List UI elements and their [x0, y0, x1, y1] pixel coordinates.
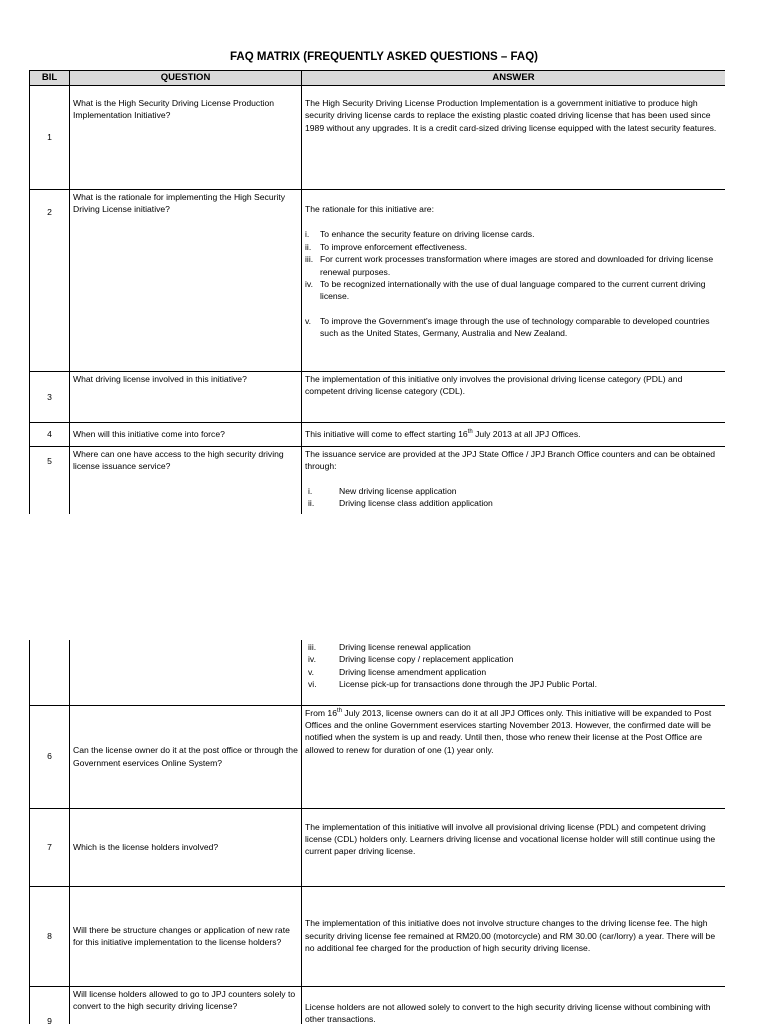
answer-text: The implementation of this initiative will involve all provisional driving license (PDL) and competent driving license (CDL) holders only. Learners driving license and vocational license holder will still continue using the current paper driving license.: [302, 808, 726, 886]
list-text: Driving license amendment application: [339, 666, 487, 677]
table-row: [30, 808, 726, 886]
list-text: For current work processes transformation where images are stored and downloaded for driving license renewal purposes.: [320, 254, 714, 277]
list-text: Driving license copy / replacement application: [339, 654, 514, 665]
list-text: New driving license application: [339, 485, 457, 496]
table-row: [30, 886, 726, 986]
faq-table-page-1: [29, 70, 725, 514]
service-list: [305, 485, 722, 510]
question-text: Will license holders allowed to go to JPJ counters solely to convert to the high security driving license?: [70, 986, 302, 1024]
row-number: 2: [30, 190, 70, 372]
list-number: i.: [308, 485, 313, 496]
list-text: Driving license renewal application: [339, 642, 471, 652]
list-item: [305, 485, 722, 497]
list-item: [305, 315, 722, 340]
question-text: When will this initiative come into force?: [70, 423, 302, 447]
table-row: [30, 986, 726, 1024]
table-row: [30, 640, 726, 705]
answer-text-start: From 16: [305, 707, 337, 718]
list-item: [305, 641, 722, 653]
question-text: What is the High Security Driving License Production Implementation Initiative?: [70, 86, 302, 190]
list-text: To improve the Government's image through the use of technology comparable to developed countries such as the United States, Germany, Australia and New Zealand.: [320, 315, 710, 339]
table-row: [30, 705, 726, 808]
question-text: Will there be structure changes or application of new rate for this initiative implementation to the license holders?: [70, 886, 302, 986]
answer-cell: [302, 423, 726, 447]
rationale-list: [305, 228, 722, 339]
answer-intro: The rationale for this initiative are:: [305, 204, 434, 214]
list-number: iv.: [305, 279, 313, 290]
list-item: [305, 653, 722, 665]
list-text: To improve enforcement effectiveness.: [320, 241, 467, 252]
answer-text: The High Security Driving License Production Implementation is a government initiative to produce high security driving license cards to replace the existing plastic coated driving license that has been used since 1989 without any upgrades. It is a credit card-sized driving license equipped with the latest security features.: [302, 86, 726, 190]
list-item: [305, 278, 722, 303]
answer-cell: [302, 190, 726, 372]
question-text: What is the rationale for implementing the High Security Driving License initiative?: [70, 190, 302, 372]
row-number: 1: [30, 86, 70, 190]
list-number: iii.: [308, 642, 317, 652]
list-number: v.: [308, 666, 315, 677]
table-header-row: [30, 71, 726, 86]
faq-table-page-2: [29, 640, 725, 1024]
row-number: 8: [30, 886, 70, 986]
answer-cell: [302, 447, 726, 515]
question-text: Where can one have access to the high security driving license issuance service?: [70, 447, 302, 515]
table-row: [30, 190, 726, 372]
list-number: ii.: [308, 498, 315, 509]
row-number: 3: [30, 372, 70, 423]
list-item: [305, 678, 722, 690]
ordinal-suffix: th: [337, 707, 343, 714]
question-text: What driving license involved in this initiative?: [70, 372, 302, 423]
table-row: [30, 423, 726, 447]
answer-text-end: July 2013, license owners can do it at all JPJ Offices only. This initiative will be expanded to Post Offices and the online Government eservices starting November 2013. However, the confirmed date will be notified when the system is up and ready. Until then, those who renew their license at the Post Office are allowed to renew for duration of one (1) year only.: [305, 707, 712, 755]
list-item: [305, 241, 722, 253]
row-number: 7: [30, 808, 70, 886]
table-row: [30, 372, 726, 423]
faq-table-continued: [29, 640, 725, 1024]
question-text: Which is the license holders involved?: [70, 808, 302, 886]
list-number: iii.: [305, 254, 314, 265]
answer-cell: [302, 640, 726, 705]
answer-text: The implementation of this initiative does not involve structure changes to the driving license fee. The high security driving license fee remained at RM20.00 (motorcycle) and RM 30.00 (car/lorry) a year. There will be no additional fee charged for the production of high security driving license.: [302, 886, 726, 986]
answer-text: The implementation of this initiative only involves the provisional driving license category (PDL) and competent driving license category (CDL).: [302, 372, 726, 423]
service-list-continued: [305, 641, 722, 691]
empty-bil-cell: [30, 640, 70, 705]
row-number: 5: [30, 447, 70, 515]
header-answer: ANSWER: [302, 71, 726, 86]
list-text: License pick-up for transactions done through the JPJ Public Portal.: [339, 679, 597, 690]
list-text: To be recognized internationally with the use of dual language compared to the current current driving license.: [320, 279, 706, 302]
list-number: iv.: [308, 654, 316, 665]
answer-text: License holders are not allowed solely to convert to the high security driving license without combining with other transactions.: [302, 986, 726, 1024]
list-number: i.: [305, 229, 310, 240]
list-item: [305, 228, 722, 240]
list-item: [305, 666, 722, 678]
question-text: Can the license owner do it at the post office or through the Government eservices Online System?: [70, 705, 302, 808]
faq-table: [29, 70, 725, 514]
row-number: 9: [30, 986, 70, 1024]
answer-text-start: This initiative will come to effect starting 16: [305, 429, 468, 440]
list-text: To enhance the security feature on driving license cards.: [320, 229, 535, 240]
row-number: 4: [30, 423, 70, 447]
list-number: vi.: [308, 679, 317, 690]
empty-question-cell: [70, 640, 302, 705]
page-title: FAQ MATRIX (FREQUENTLY ASKED QUESTIONS – FAQ): [230, 51, 538, 63]
list-text: Driving license class addition application: [339, 498, 493, 509]
header-question: QUESTION: [70, 71, 302, 86]
row-number: 6: [30, 705, 70, 808]
answer-cell: [302, 705, 726, 808]
ordinal-suffix: th: [467, 429, 473, 436]
list-number: ii.: [305, 241, 312, 252]
answer-intro: The issuance service are provided at the JPJ State Office / JPJ Branch Office counters and can be obtained through:: [305, 449, 716, 472]
list-number: v.: [305, 315, 312, 326]
answer-text-end: July 2013 at all JPJ Offices.: [472, 429, 581, 440]
list-item: [305, 497, 722, 509]
table-row: [30, 447, 726, 515]
list-item: [305, 253, 722, 278]
table-row: [30, 86, 726, 190]
header-bil: BIL: [30, 71, 70, 86]
